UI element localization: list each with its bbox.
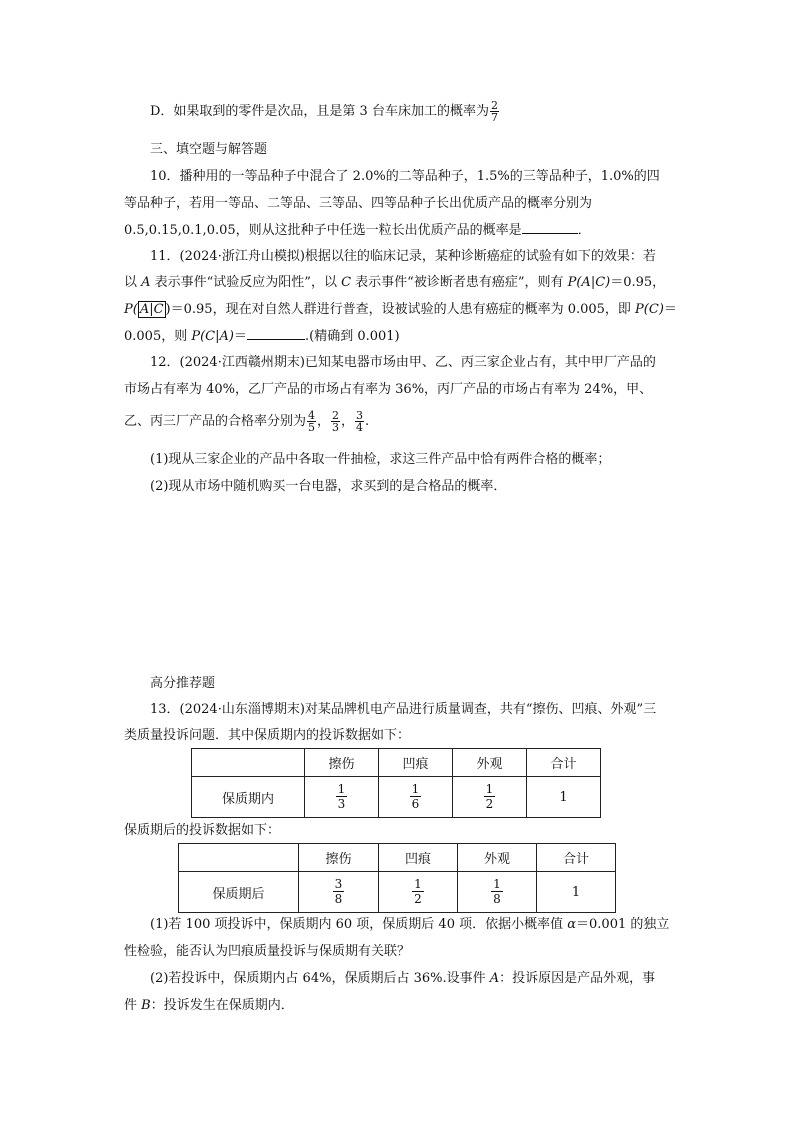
option-d (150, 100, 500, 123)
table-cell: $\frac{1}{3}$ (305, 777, 379, 818)
complaints-in-warranty-table (191, 748, 601, 818)
q11-line-2: 以 A 表示事件“试验反应为阳性”，以 C 表示事件“被诊断者患有癌症”，则有 P(A|C)＝0.95， (124, 275, 666, 290)
table-header-row (179, 844, 616, 872)
q13-line-2: 类质量投诉问题．其中保质期内的投诉数据如下： (124, 728, 411, 743)
table-header-cell: 合计 (537, 844, 616, 872)
table-header-cell: 凹痕 (379, 749, 453, 777)
q10-answer-blank[interactable] (522, 221, 578, 234)
table-header-cell: 合计 (527, 749, 601, 777)
q11-line-4: 0.005，则 P(C|A)＝ .(精确到 0.001) (124, 329, 400, 344)
q12-line-2: 市场占有率为 40%，乙厂产品的市场占有率为 36%，丙厂产品的市场占有率为 24%，甲、 (124, 382, 653, 397)
q12-fraction-3: $\frac{3}{4}$ (356, 409, 364, 434)
table-row (179, 872, 616, 913)
section-3-title: 三、填空题与解答题 (150, 142, 268, 157)
q12-fraction-1: $\frac{4}{5}$ (308, 409, 316, 434)
table-cell: $\frac{1}{8}$ (458, 872, 537, 913)
table-header-cell: 擦伤 (305, 749, 379, 777)
q13-sub-2-line-2: 件 B：投诉发生在保质期内． (124, 998, 294, 1013)
q11-line-3: P( A|C )＝0.95，现在对自然人群进行普查，设被试验的人患有癌症的概率为 0.005，即 P(C)＝ (124, 302, 677, 317)
table-header-cell: 擦伤 (299, 844, 379, 872)
table-cell: $\frac{1}{2}$ (379, 872, 458, 913)
q13-sub-2-line-1: (2)若投诉中，保质期内占 64%，保质期后占 36%.设事件 A：投诉原因是产品外观，事 (150, 971, 656, 986)
q11-line-1: 11．(2024·浙江舟山模拟)根据以往的临床记录，某种诊断癌症的试验有如下的效果：若 (150, 249, 656, 264)
table-header-cell (192, 749, 305, 777)
table-header-cell (179, 844, 299, 872)
table-header-row (192, 749, 601, 777)
complaints-after-warranty-table (178, 843, 616, 913)
table-cell: 1 (537, 872, 616, 913)
option-d-fraction: $\frac{2}{7}$ (490, 99, 498, 124)
table-row (192, 777, 601, 818)
table-row-label: 保质期内 (192, 777, 305, 818)
table-header-cell: 外观 (458, 844, 537, 872)
q13-line-1: 13．(2024·山东淄博期末)对某品牌机电产品进行质量调查，共有“擦伤、凹痕、外观”三 (150, 702, 657, 717)
table-cell: $\frac{1}{2}$ (453, 777, 527, 818)
q10-line-2: 等品种子，若用一等品、二等品、三等品、四等品种子长出优质产品的概率分别为 (124, 196, 593, 211)
q12-fraction-2: $\frac{2}{3}$ (332, 409, 340, 434)
complement-notation: A|C (139, 302, 164, 317)
q12-line-3: 乙、丙三厂产品的合格率分别为 $\frac{4}{5}$ ， $\frac{2}{3}$ ， $\frac{3}{4}$ . (124, 409, 370, 434)
q12-sub-1: (1)现从三家企业的产品中各取一件抽检，求这三件产品中恰有两件合格的概率； (150, 452, 611, 467)
q13-between-text: 保质期后的投诉数据如下： (124, 823, 281, 838)
table-header-cell: 凹痕 (379, 844, 458, 872)
table-header-cell: 外观 (453, 749, 527, 777)
table-row-label: 保质期后 (179, 872, 299, 913)
q11-answer-blank[interactable] (247, 327, 305, 340)
table-cell: $\frac{3}{8}$ (299, 872, 379, 913)
section-high-score-title: 高分推荐题 (150, 676, 216, 691)
table-cell: 1 (527, 777, 601, 818)
option-d-text: D．如果取到的零件是次品，且是第 3 台车床加工的概率为 (150, 104, 489, 119)
q12-sub-2: (2)现从市场中随机购买一台电器，求买到的是合格品的概率． (150, 479, 507, 494)
q13-sub-1-line-1: (1)若 100 项投诉中，保质期内 60 项，保质期后 40 项．依据小概率值 α＝0.001 的独立 (150, 917, 670, 932)
table-cell: $\frac{1}{6}$ (379, 777, 453, 818)
q13-sub-1-line-2: 性检验，能否认为凹痕质量投诉与保质期有关联？ (124, 944, 411, 959)
q12-line-1: 12．(2024·江西赣州期末)已知某电器市场由甲、乙、丙三家企业占有，其中甲厂产品的 (150, 355, 656, 370)
q10-line-1: 10．播种用的一等品种子中混合了 2.0%的二等品种子，1.5%的三等品种子，1.0%的四 (150, 169, 660, 184)
q10-line-3: 0.5,0.15,0.1,0.05，则从这批种子中任选一粒长出优质产品的概率是 ． (124, 223, 591, 238)
